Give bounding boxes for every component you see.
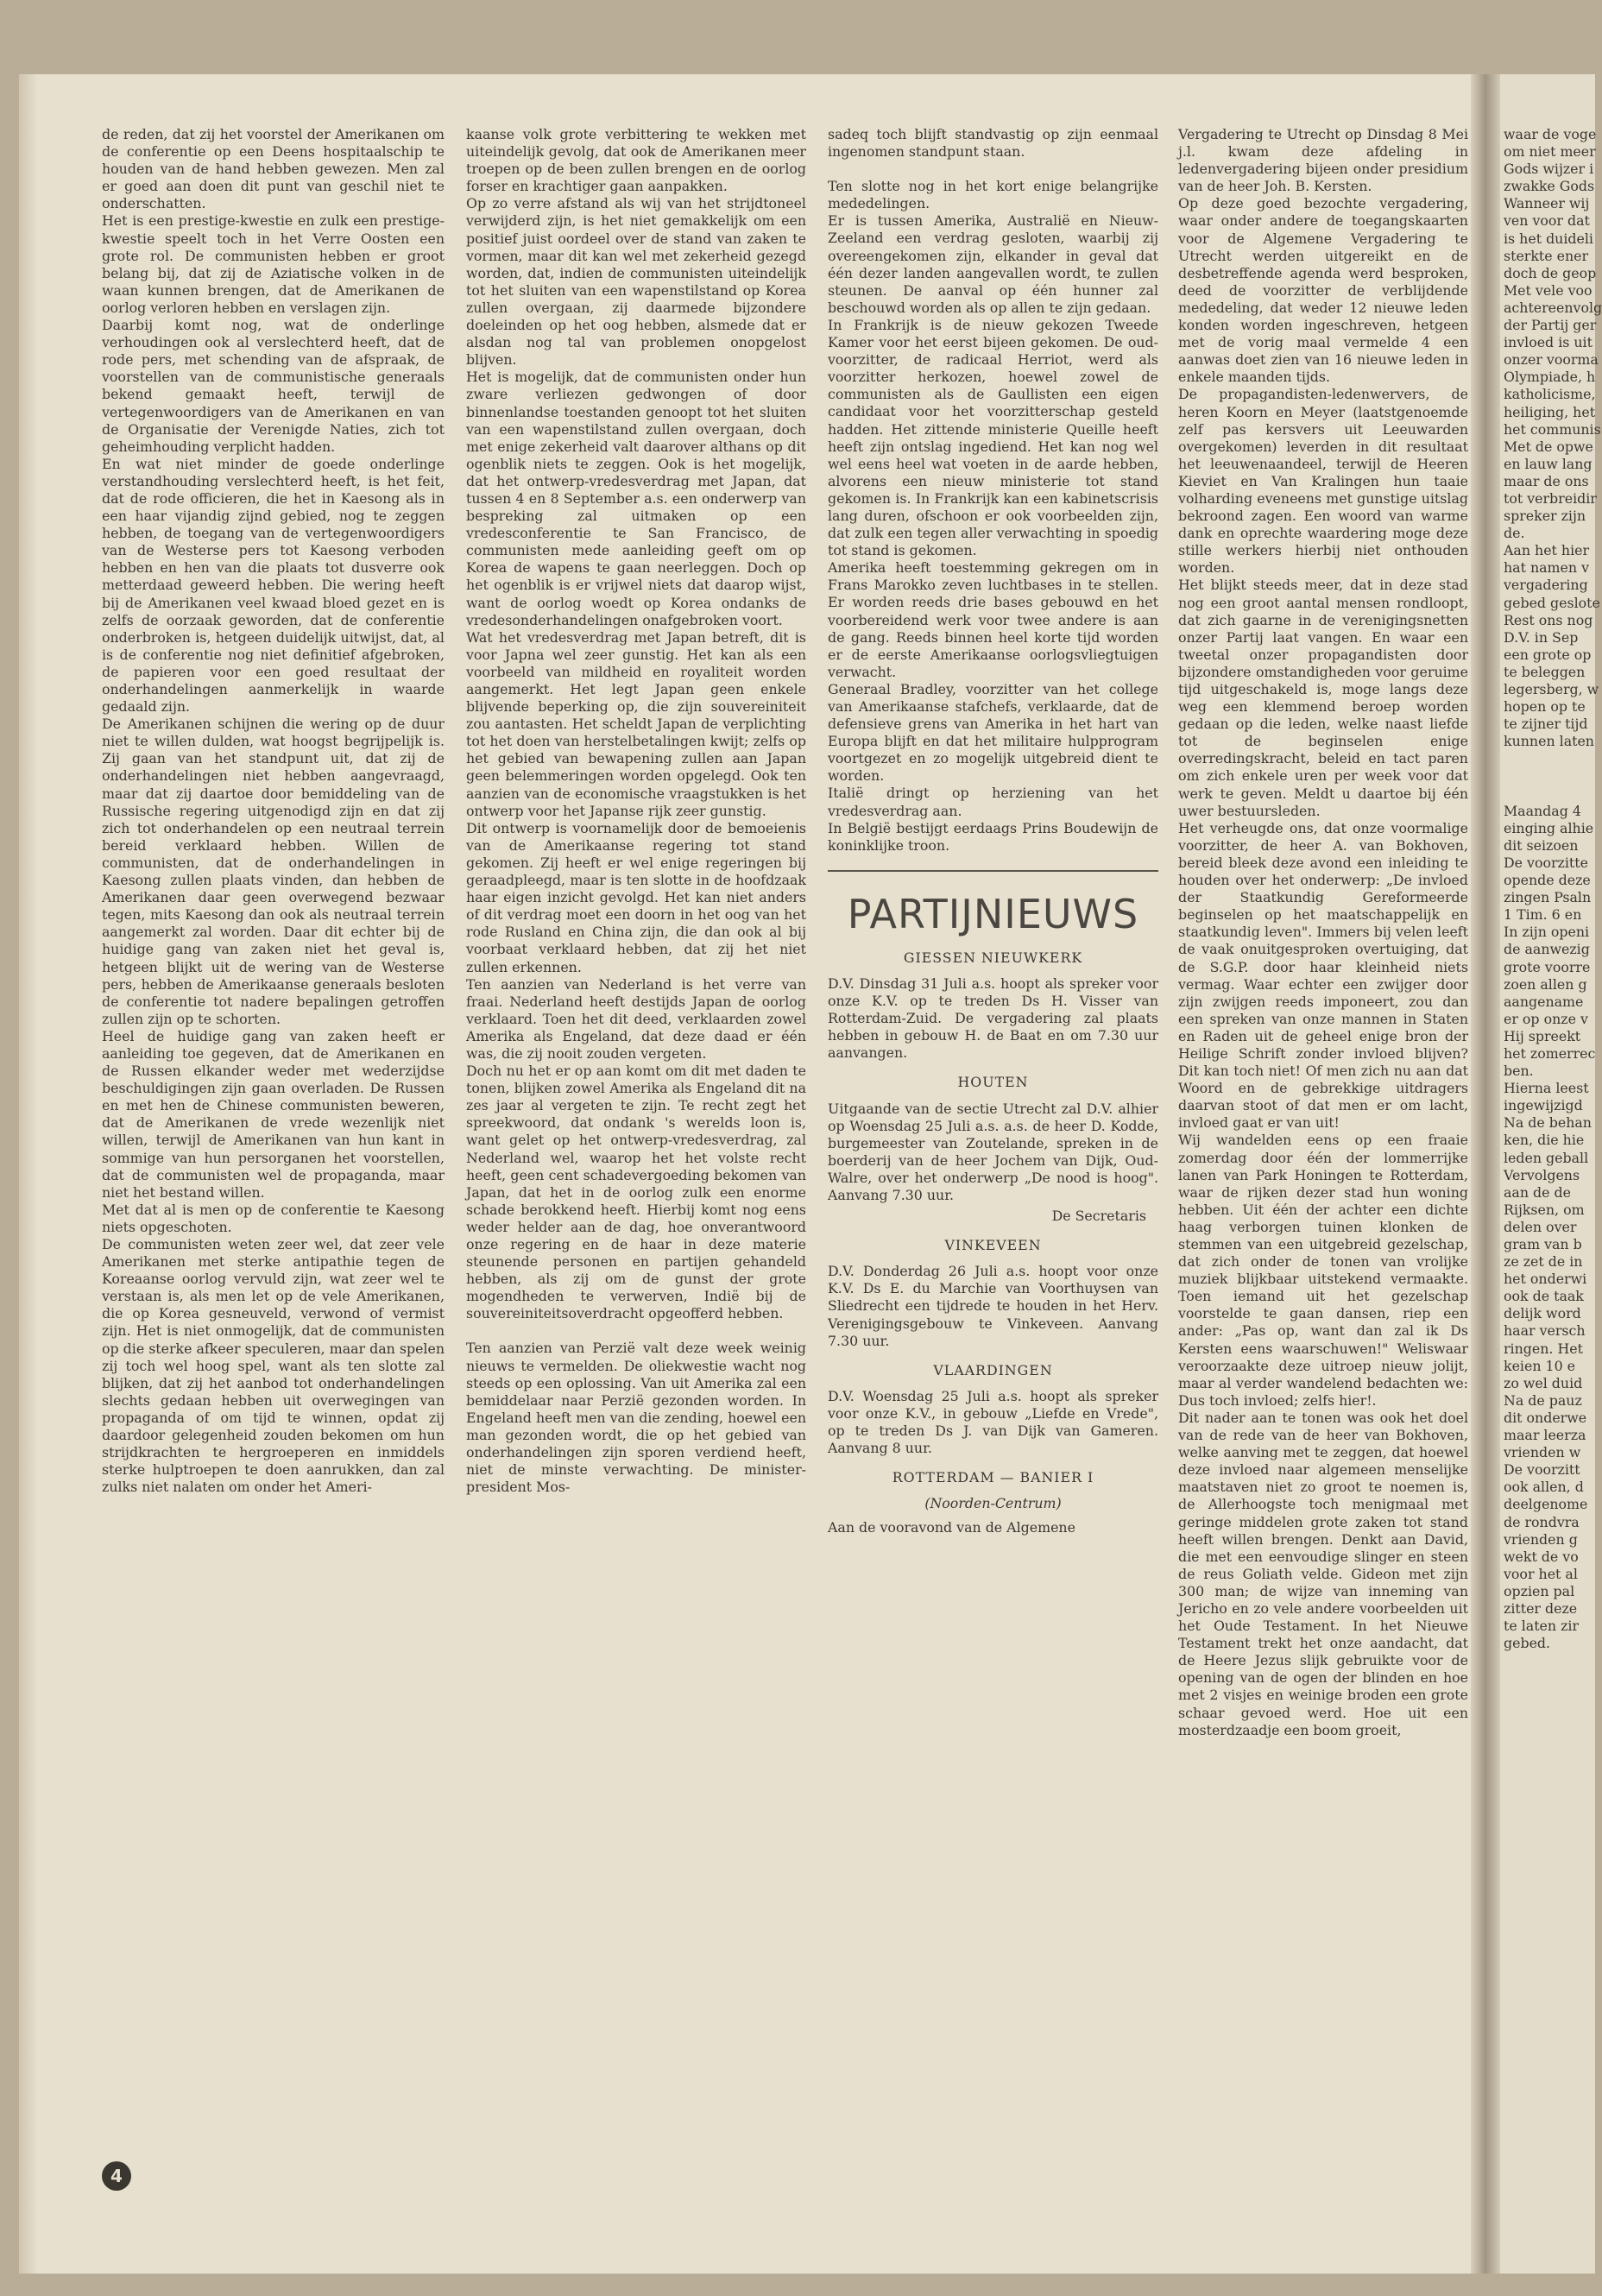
cut-line: het communis [1504,420,1601,438]
cut-line: Met de opwe [1504,438,1593,455]
cut-line: een grote op [1504,646,1592,663]
paragraph: Ten aanzien van Perzië valt deze week weinig nieuws te vermelden. De oliekwestie wacht nog steeds op een oplossing. Van uit Amerika zal een bemiddelaar naar Perzië gezonden worden. In Engeland heeft men van die zending, hoewel een man gezonden wordt, die op het gebied van onderhandelingen zijn sporen verdiend heeft, niet de minste verwachting. De minister-president Mos- [466,1340,806,1496]
paragraph: Op deze goed bezochte vergadering, waar onder andere de toegangskaarten voor de Algemene Vergadering te Utrecht werden uitgereikt en de desbetreffende agenda werd besproken, deed de voorzitter de verblijdende mededeling, dat weder 12 nieuwe leden konden worden ingeschreven, hetgeen met de vorig maal vermelde 4 een aanwas doet zien van 16 nieuwe leden in enkele maanden tijds. [1178,195,1468,386]
cut-line: vergadering [1504,577,1588,594]
paragraph: En wat niet minder de goede onderlinge verstandhouding verslechterd heeft, is het feit, dat de rode officieren, die het in Kaesong als in een haar vijandig zijnd gebied, nog te zeggen hebben, de toegang van de vertegenwoordigers van de Westerse pers tot Kaesong verboden hebben en hen van die plaats tot dusverre ook metterdaad geweerd hebben. Die wering heeft bij de Amerikanen veel kwaad bloed gezet en is zelfs de oorzaak geworden, dat de conferentie onderbroken is, hetgeen duidelijk uitwijst, dat, al is de conferentie nog niet definitief afgebroken, de papieren voor een goed resultaat der onderhandelingen aanmerkelijk in waarde gedaald zijn. [102,455,445,716]
section-heading: ROTTERDAM — BANIER I [892,1469,1094,1486]
cut-line: Met vele voo [1504,281,1593,299]
cut-line: Wanneer wij [1504,195,1590,212]
cut-line: vrienden g [1504,1530,1578,1548]
spacer [828,161,1158,178]
cut-line: gram van b [1504,1236,1582,1252]
cut-line: tot verbreidir [1504,489,1597,507]
cut-line: der Partij ger [1504,317,1597,334]
paragraph: Met dat al is men op de conferentie te Kaesong niets opgeschoten. [102,1201,445,1235]
cut-line: grote voorre [1504,958,1591,975]
paragraph: Vergadering te Utrecht op Dinsdag 8 Mei j.l. kwam deze afdeling in ledenvergadering bijeen onder presidium van de heer Joh. B. Kersten. [1178,126,1468,195]
cut-line: voor het al [1504,1565,1578,1582]
cut-line: invloed is uit [1504,334,1593,351]
cut-line: legersberg, w [1504,681,1599,697]
cut-line: deelgenome [1504,1496,1588,1513]
cut-line: onzer voorma [1504,351,1599,369]
cut-line: maar leerza [1504,1427,1586,1444]
cut-line: ben. [1504,1063,1534,1080]
cut-line: ken, die hie [1504,1132,1585,1149]
paragraph: Op zo verre afstand als wij van het strijdtoneel verwijderd zijn, is het niet gemakkelijk om een positief juist oordeel over de stand van zaken te vormen, maar dit kan wel met zekerheid gezegd worden, dat, indien de communisten uiteindelijk tot het sluiten van een wapenstilstand op Korea zullen overgaan, zij daarmede bijzondere doeleinden op het oog hebben, alsmede dat er alsdan nog tal van problemen onopgelost blijven. [466,195,806,369]
cut-line: einging alhie [1504,819,1594,836]
paragraph: Wij wandelden eens op een fraaie zomerdag door één der lommerrijke lanen van Park Honingen te Rotterdam, waar de rijken dezer stad hun woning hebben. Uit één der achter een dichte haag verborgen tuinen klonken de stemmen van een uitgebreid gezelschap, dat zich onder de tonen van vrolijke muziek blijkbaar uitstekend vermaakte. Toen iemand uit het gezelschap voorstelde te gaan dansen, riep een ander: „Pas op, want dan zal ik Ds Kersten eens waarschuwen!" Weliswaar veroorzaakte deze uitroep nieuw jolijt, maar al verder wandelend bedachten we: Dus toch invloed; zelfs hier!. [1178,1132,1468,1409]
cut-line: dit seizoen [1504,836,1579,854]
paragraph: Doch nu het er op aan komt om dit met daden te tonen, blijken zowel Amerika als Engeland dit na zes jaar al vergeten te zijn. Te recht zegt het spreekwoord, dat ondank 's werelds loon is, want gelet op het ontwerp-vredesverdrag, zal Nederland wel, waarop het het volste recht heeft, geen cent schadevergoeding bekomen van Japan, dat het in de oorlog zulk een enorme schade berokkend heeft. Hierbij komt nog eens weder helder aan de dag, hoe onverantwoord onze regering en de haar in deze materie steunende personen en partijen gehandeld hebben, als zij om de gunst der grote mogendheden te verwerven, Indië bij de souvereiniteitsoverdracht opgeofferd hebben. [466,1063,806,1322]
section-heading: GIESSEN NIEUWKERK [903,949,1083,966]
cut-line: aangename [1504,993,1584,1010]
cut-line: opende deze [1504,872,1591,889]
cut-line: zingen Psaln [1504,889,1592,906]
paragraph: Aan de vooravond van de Algemene [828,1519,1075,1536]
paragraph: In Frankrijk is de nieuw gekozen Tweede Kamer voor het eerst bijeen gekomen. De oud-voorzitter, de radicaal Herriot, werd als voorzitter herkozen, hoewel zowel de communisten als de Gaullisten een eigen candidaat voor het voorzitterschap gesteld hadden. Het zittende ministerie Queille heeft heeft zijn ontslag ingediend. Het kan nog wel wel eens heel wat voeten in de aarde hebben, alvorens een nieuw ministerie tot stand gekomen is. In Frankrijk kan een kabinetscrisis lang duren, ofschoon er ook voorbeelden zijn, dat zulk een tegen aller verwachting in spoedig tot stand is gekomen. [828,316,1158,559]
cut-line: Na de behan [1504,1114,1592,1132]
paragraph: Daarbij komt nog, wat de onderlinge verhoudingen ook al verslechterd heeft, dat de rode pers, met schending van de afspraak, de voorstellen van de communistische generaals bekend gemaakt heeft, terwijl de vertegenwoordigers van de Amerikanen en van de Organisatie der Verenigde Naties, zich tot geheimhouding verplicht hadden. [102,317,445,455]
paragraph: sadeq toch blijft standvastig op zijn eenmaal ingenomen standpunt staan. [828,126,1158,161]
column-1 [102,126,445,1870]
cut-line: keien 10 e [1504,1357,1575,1374]
cut-line: er op onze v [1504,1010,1588,1027]
cut-line: gebed. [1504,1635,1551,1652]
cut-line: De voorzitte [1504,854,1588,871]
cut-line: doch de geop [1504,264,1597,281]
cut-line: haar versch [1504,1322,1586,1340]
cut-line: hopen op te [1504,698,1586,716]
paragraph: kaanse volk grote verbittering te wekken met uiteindelijk gevolg, dat ook de Amerikanen meer troepen op de been zullen brengen en de oorlog forser en krachtiger gaan aanpakken. [466,126,806,195]
paragraph: De Amerikanen schijnen die wering op de duur niet te willen dulden, wat hoogst begrijpelijk is. Zij gaan van het standpunt uit, dat zij de onderhandelingen niet hebben aangevraagd, maar dat zij daartoe door bemiddeling van de Russische regering uitgenodigd zijn en dat zij zich tot onderhandelen op een neutraal terrein bereid verklaard hebben. Willen de communisten, dat de onderhandelingen in Kaesong zullen plaats vinden, dan hebben de Amerikanen daar geen overwegend bezwaar tegen, mits Kaesong dan ook als neutraal terrein aangemerkt zal worden. Daar dit echter bij de huidige gang van zaken niet het geval is, hetgeen blijkt uit de wering van de Westerse pers, hebben de Amerikaanse generaals besloten de conferentie tot nadere bepalingen getroffen zullen zijn op te schorten. [102,716,445,1027]
section-title: PARTIJNIEUWS [847,890,1139,937]
cut-line: zwakke Gods [1504,178,1595,195]
cut-line: aan de de [1504,1183,1571,1201]
paragraph: Er is tussen Amerika, Australië en Nieuw-Zeeland een verdrag gesloten, waarbij zij overeengekomen zijn, elkander in geval dat één dezer landen aangevallen wordt, te zullen steunen. De aanval op één hunner zal beschouwd worden als op allen te zijn gedaan. [828,212,1158,316]
cut-line: en lauw lang [1504,455,1593,472]
cut-line: Maandag 4 [1504,802,1581,819]
cut-line: Na de pauz [1504,1391,1582,1409]
section-subheading: (Noorden-Centrum) [924,1495,1062,1512]
section-heading: HOUTEN [957,1074,1029,1091]
cut-line: dit onderwe [1504,1409,1587,1426]
cut-line: te beleggen [1504,663,1586,680]
cut-line: ingewijzigd [1504,1097,1583,1114]
paragraph: De propagandisten-ledenwervers, de heren Koorn en Meyer (laatstgenoemde zelf pas kersvers uit Leeuwarden overgekomen) leverden in dit resultaat het leeuwenaandeel, terwijl de Heeren Kieviet en Van Kralingen hun taaie volharding eveneens met gunstige uitslag bekroond zagen. Een woord van warme dank en oprechte waardering moge deze stille werkers hierbij niet onthouden worden. [1178,386,1468,577]
column-5-cut [1504,126,1602,1870]
cut-line: het zomerrec [1504,1044,1596,1062]
cut-line: Vervolgens [1504,1166,1580,1183]
cut-line: de rondvra [1504,1513,1580,1530]
cut-line: ook de taak [1504,1288,1584,1305]
paragraph: Ten slotte nog in het kort enige belangrijke mededelingen. [828,178,1158,212]
cut-line: 1 Tim. 6 en [1504,906,1582,924]
cut-line: spreker zijn [1504,508,1586,525]
cut-line: ven voor dat [1504,212,1590,230]
paragraph: D.V. Woensdag 25 Juli a.s. hoopt als spreker voor onze K.V., in gebouw „Liefde en Vrede", op te treden Ds J. van Dijk van Gameren. Aanvang 8 uur. [828,1387,1158,1457]
section-divider [828,870,1158,872]
cut-line: zo wel duid [1504,1374,1583,1391]
cut-line: achtereenvolg [1504,299,1602,316]
cut-line: katholicisme, [1504,386,1596,403]
cut-line: zitter deze [1504,1599,1578,1617]
cut-line: ook allen, d [1504,1479,1584,1496]
paragraph: D.V. Dinsdag 31 Juli a.s. hoopt als spreker voor onze K.V. op te treden Ds H. Visser van Rotterdam-Zuid. De vergadering zal plaats hebben in gebouw H. de Baat en om 7.30 uur aanvangen. [828,975,1158,1062]
paragraph: Het blijkt steeds meer, dat in deze stad nog een groot aantal mensen rondloopt, dat zich gaarne in de verenigingsnetten onzer Partij laat vangen. En waar een tweetal onzer propagandisten door bijzondere omstandigheden voor geruime tijd uitgeschakeld is, moge langs deze weg een klemmend beroep worden gedaan op die leden, welke naast liefde tot de beginselen enige overredingskracht, beleid en tact paren om zich enkele uren per week voor dat werk te geven. Meldt u daartoe bij één uwer bestuursleden. [1178,577,1468,819]
cut-line: Olympiade, h [1504,369,1596,386]
column-3 [828,126,1158,1870]
cut-line: Aan het hier [1504,542,1590,559]
column-4 [1178,126,1468,1870]
section-heading: VINKEVEEN [944,1237,1042,1254]
newspaper-page [19,74,1602,2274]
cut-line: maar de ons [1504,472,1589,489]
cut-line: Hierna leest [1504,1080,1589,1097]
section-heading: VLAARDINGEN [933,1361,1053,1378]
paragraph: Het is mogelijk, dat de communisten onder hun zware verliezen gedwongen of door binnenlandse toestanden genoopt tot het sluiten van een wapenstilstand zullen overgaan, doch met enige zekerheid valt daarover althans op dit ogenblik niets te zeggen. Ook is het mogelijk, dat het ontwerp-vredesverdrag met Japan, dat tussen 4 en 8 September a.s. een onderwerp van bespreking zal uitmaken op een vredesconferentie te San Francisco, de communisten mede aanleiding geeft om op Korea de wapens te gaan neerleggen. Doch op het ogenblik is er vrijwel niets dat daarop wijst, want de oorlog woedt op Korea ondanks de vredesonderhandelingen onafgebroken voort. [466,369,806,628]
cut-line [1504,767,1593,785]
cut-line [1504,750,1593,767]
cut-line: zoen allen g [1504,975,1587,993]
cut-line: gebed geslote [1504,594,1600,611]
paragraph: Wat het vredesverdrag met Japan betreft, dit is voor Japna wel zeer gunstig. Het kan als een voorbeeld van mildheid en royaliteit worden aangemerkt. Het legt Japan geen enkele blijvende beperking op, die zijn souvereiniteit zou aantasten. Het scheldt Japan de verplichting tot het doen van herstelbetalingen kwijt; zelfs op het gebied van bewapening zullen aan Japan geen belemmeringen worden opgelegd. Ook ten aanzien van de economische vraagstukken is het ontwerp voor het Japanse rijk zeer gunstig. [466,628,806,819]
cut-line [1504,785,1593,803]
paragraph: Amerika heeft toestemming gekregen om in Frans Marokko zeven luchtbases in te stellen. Er worden reeds drie bases gebouwd en het voorbereidend werk voor twee andere is aan de gang. Reeds binnen heel korte tijd worden er de eerste Amerikaanse oorlogsvliegtuigen verwacht. [828,559,1158,680]
cut-line: In zijn openi [1504,924,1590,941]
cut-line: het onderwi [1504,1271,1587,1288]
cut-line: leden geball [1504,1149,1589,1166]
paragraph: Heel de huidige gang van zaken heeft er aanleiding toe gegeven, dat de Amerikanen en de Russen elkander weder met wederzijdse beschuldigingen zijn gaan overladen. De Russen en met hen de Chinese communisten beweren, dat de Amerikanen de vrede wezenlijk niet willen, terwijl de Amerikanen van hun kant in sommige van hun persorganen het voorstellen, dat de communisten wel de propaganda, maar niet het bestand willen. [102,1027,445,1201]
cut-line: sterkte ener [1504,247,1589,264]
cut-line: delen over [1504,1218,1577,1235]
paragraph: Uitgaande van de sectie Utrecht zal D.V. alhier op Woensdag 25 Juli a.s. a.s. de heer D. Kodde, burgemeester van Zoutelande, spreken in de boerderij van de heer Jochem van Dijk, Oud-Walre, over het onderwerp „De nood is hoog". Aanvang 7.30 uur. [828,1100,1158,1203]
cut-line: Gods wijzer i [1504,161,1594,178]
paragraph: Italië dringt op herziening van het vredesverdrag aan. [828,785,1158,819]
cut-line: De voorzitt [1504,1461,1580,1479]
cut-line: Hij spreekt [1504,1027,1581,1044]
page-number: 4 [102,2161,131,2191]
paragraph: Dit ontwerp is voornamelijk door de bemoeienis van de Amerikaanse regering tot stand gekomen. Zij heeft er wel enige regeringen bij geraadpleegd, maar is ten slotte in de hoofdzaak haar eigen inzicht gevolgd. Het kan niet anders of dit verdrag moet een doorn in het oog van het rode Rusland en China zijn, die dan ook al bij voorbaat verklaard hebben, dat zij het niet zullen erkennen. [466,819,806,975]
cut-line: is het duideli [1504,230,1593,247]
paragraph: In België bestijgt eerdaags Prins Boudewijn de koninklijke troon. [828,819,1158,854]
cut-line: ringen. Het [1504,1340,1583,1357]
cut-line: heiliging, het [1504,403,1596,420]
paragraph: De communisten weten zeer wel, dat zeer vele Amerikanen met sterke antipathie tegen de Koreaanse oorlog vervuld zijn, wat zeer wel te verstaan is, als men let op de vele Amerikanen, die op Korea gesneuveld, verwond of vermist zijn. Het is niet onmogelijk, dat de communisten op die sterke afkeer speculeren, maar dan spelen zij toch wel hoog spel, want als ten slotte zal blijken, dat zij het aanbod tot onderhandelingen slechts gedaan hebben uit overwegingen van propaganda of om tijd te winnen, opdat zij daardoor gelegenheid zouden bekomen om hun strijdkrachten te hergroeperen en inmiddels sterke hulptroepen te doen aanrukken, dan zal zulks niet nalaten om onder het Ameri- [102,1236,445,1496]
spacer [466,1322,806,1340]
cut-line: delijk word [1504,1305,1581,1322]
signature-line: De Secretaris [1051,1208,1146,1225]
cut-line: te zijner tijd [1504,716,1588,733]
cut-line: wekt de vo [1504,1548,1579,1565]
cut-line: ze zet de in [1504,1253,1583,1271]
paragraph: D.V. Donderdag 26 Juli a.s. hoopt voor onze K.V. Ds E. du Marchie van Voorthuysen van Sliedrecht een tijdrede te houden in het Herv. Verenigingsgebouw te Vinkeveen. Aanvang 7.30 uur. [828,1263,1158,1349]
paragraph: Dit nader aan te tonen was ook het doel van de rede van de heer van Bokhoven, welke aanving met te zeggen, dat hoewel deze invloed naar algemeen menselijke maatstaven niet zo groot te noemen is, de Allerhoogste toch menigmaal met geringe middelen grote zaken tot stand heeft willen brengen. Denkt aan David, die met een eenvoudige slinger en steen de reus Goliath velde. Gideon met zijn 300 man; de wijze van inneming van Jericho en zo vele andere voorbeelden uit het Oude Testament. In het Nieuwe Testament trekt het onze aandacht, dat de Heere Jezus slijk gebruikte voor de opening van de ogen der blinden en hoe met 2 visjes en weinige broden een grote schaar gevoed werd. Hoe uit een mosterdzaadje een boom groeit, [1178,1409,1468,1738]
cut-line: Rijksen, om [1504,1201,1585,1218]
cut-line: waar de voge [1504,126,1597,142]
cut-line: kunnen laten [1504,733,1594,750]
paragraph: Het verheugde ons, dat onze voormalige voorzitter, de heer A. van Bokhoven, bereid bleek deze avond een inleiding te houden over het onderwerp: „De invloed der Staatkundig Gereformeerde beginselen op het maatschappelijk en staatkundig leven". Immers bij velen leeft de vaak onuitgesproken overtuiging, dat de S.G.P. door haar kleinheid niets vermag. Waar echter een zwijger door zijn zwijgen reeds imponeert, zou dan een spreken van onze mannen in Staten en Raden uit de geheel enige bron der Heilige Schrift zonder invloed blijven? Dit kan toch niet! Of men zich nu aan dat Woord en de gebrekkige uitdragers daarvan stoot of dat men er om lacht, invloed gaat er van uit! [1178,819,1468,1132]
paragraph: Het is een prestige-kwestie en zulk een prestige-kwestie speelt toch in het Verre Oosten een grote rol. De communisten hebben er groot belang bij, dat zij de Aziatische volken in de waan kunnen brengen, dat de Amerikanen de oorlog verloren hebben en verslagen zijn. [102,212,445,316]
adjacent-page-edge [1500,74,1602,2274]
cut-line: vrienden w [1504,1444,1581,1461]
cut-line: te laten zir [1504,1618,1580,1635]
cut-line: de aanwezig [1504,941,1590,958]
cut-line: hat namen v [1504,559,1590,577]
cut-line: opzien pal [1504,1582,1575,1599]
paragraph: de reden, dat zij het voorstel der Amerikanen om de conferentie op een Deens hospitaalschip te houden van de hand hebben gewezen. Men zal er goed aan doen dit punt van geschil niet te onderschatten. [102,126,445,212]
cut-line: de. [1504,525,1525,542]
cut-line: D.V. in Sep [1504,628,1579,646]
cut-line: om niet meer [1504,143,1596,161]
column-2 [466,126,806,1870]
cut-line: Rest ons nog [1504,611,1593,628]
paragraph: Generaal Bradley, voorzitter van het college van Amerikaanse stafchefs, verklaarde, dat de defensieve grens van Amerika in het hart van Europa blijft en dat het militaire hulpprogram voortgezet en zo mogelijk uitgebreid dient te worden. [828,680,1158,785]
page-fold [1471,74,1500,2274]
paragraph: Ten aanzien van Nederland is het verre van fraai. Nederland heeft destijds Japan de oorlog verklaard. Toen het dit deed, verklaarden zowel Amerika als Engeland, dat deze daad er één was, die zij nooit zouden vergeten. [466,975,806,1062]
